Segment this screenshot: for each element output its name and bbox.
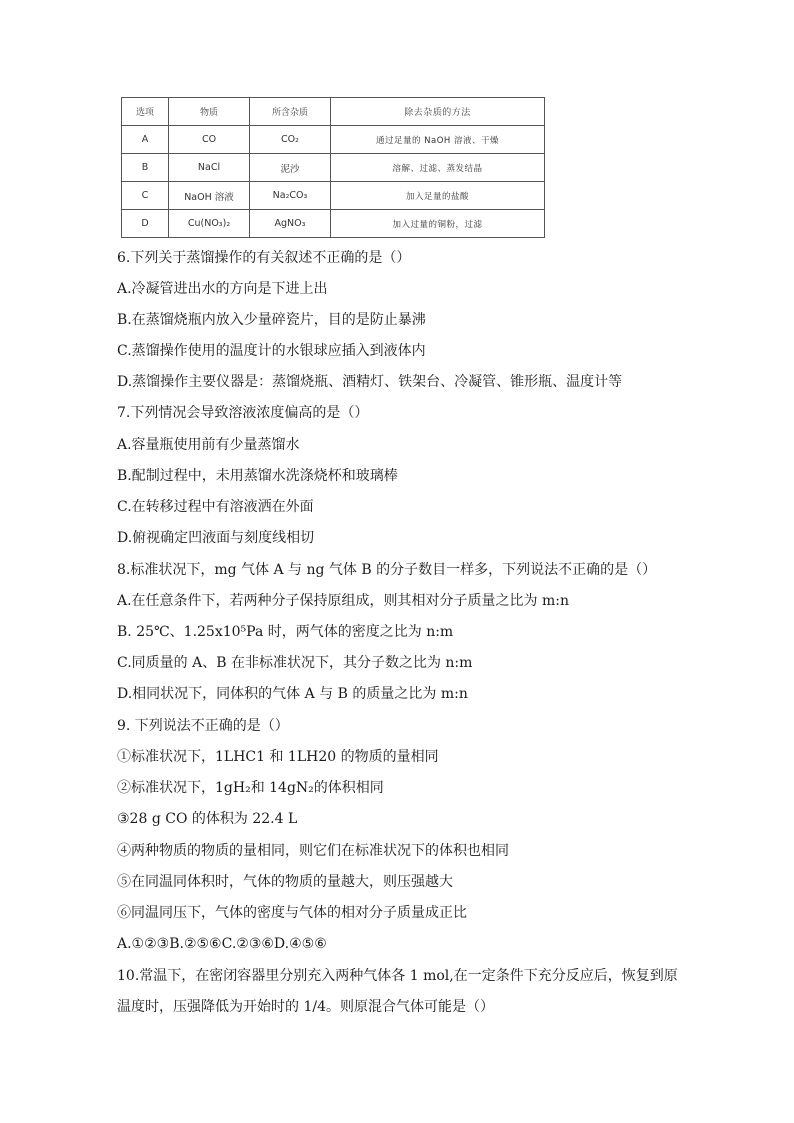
q9-stem: 9. 下列说法不正确的是（） [117, 718, 289, 734]
cell-impurity: Na₂CO₃ [250, 182, 331, 210]
cell-option: C [122, 182, 169, 210]
q9-item-2: ②标准状况下，1gH₂和 14gN₂的体积相同 [117, 780, 384, 796]
cell-option: B [122, 154, 169, 182]
cell-method: 通过足量的 NaOH 溶液、干燥 [331, 126, 545, 154]
table-row [122, 182, 545, 210]
header-impurity: 所含杂质 [250, 98, 331, 126]
q9-item-1: ①标准状况下，1LHC1 和 1LH20 的物质的量相同 [117, 749, 439, 765]
q8-option-c: C.同质量的 A、B 在非标准状况下，其分子数之比为 n:m [117, 655, 473, 671]
q8-option-d: D.相同状况下，同体积的气体 A 与 B 的质量之比为 m:n [117, 686, 468, 702]
cell-method: 加入过量的铜粉，过滤 [331, 210, 545, 238]
q7-option-c: C.在转移过程中有溶液洒在外面 [117, 499, 314, 515]
q9-item-4: ④两种物质的物质的量相同，则它们在标准状况下的体积也相同 [117, 843, 509, 859]
q9-item-5: ⑤在同温同体积时，气体的物质的量越大，则压强越大 [117, 874, 453, 890]
cell-substance: NaCl [169, 154, 250, 182]
q9-item-3: ③28 g CO 的体积为 22.4 L [117, 811, 298, 827]
cell-substance: Cu(NO₃)₂ [169, 210, 250, 238]
q8-stem: 8.标准状况下，mg 气体 A 与 ng 气体 B 的分子数目一样多，下列说法不正确的是（） [117, 562, 657, 578]
q6-option-a: A.冷凝管进出水的方向是下进上出 [117, 281, 328, 297]
cell-substance: CO [169, 126, 250, 154]
table-row [122, 126, 545, 154]
header-option: 选项 [122, 98, 169, 126]
q6-option-c: C.蒸馏操作使用的温度计的水银球应插入到液体内 [117, 343, 426, 359]
cell-option: D [122, 210, 169, 238]
q7-option-d: D.俯视确定凹液面与刻度线相切 [117, 530, 315, 546]
table-header-row [122, 98, 545, 126]
cell-substance: NaOH 溶液 [169, 182, 250, 210]
q10-line-1: 10.常温下，在密闭容器里分别充入两种气体各 1 mol,在一定条件下充分反应后，恢复到原 [117, 968, 678, 984]
q7-option-a: A.容量瓶使用前有少量蒸馏水 [117, 437, 300, 453]
cell-method: 溶解、过滤、蒸发结晶 [331, 154, 545, 182]
impurity-removal-table [121, 97, 545, 238]
q9-choices: A.①②③B.②⑤⑥C.②③⑥D.④⑤⑥ [117, 936, 327, 952]
q8-option-a: A.在任意条件下，若两种分子保持原组成，则其相对分子质量之比为 m:n [117, 593, 570, 609]
cell-impurity: AgNO₃ [250, 210, 331, 238]
q6-stem: 6.下列关于蒸馏操作的有关叙述不正确的是（） [117, 250, 411, 266]
q7-stem: 7.下列情况会导致溶液浓度偏高的是（） [117, 405, 369, 421]
q10-line-2: 温度时，压强降低为开始时的 1/4。则原混合气体可能是（） [117, 999, 494, 1015]
cell-impurity: CO₂ [250, 126, 331, 154]
q6-option-b: B.在蒸馏烧瓶内放入少量碎瓷片，目的是防止暴沸 [117, 312, 426, 328]
header-method: 除去杂质的方法 [331, 98, 545, 126]
table-row [122, 210, 545, 238]
table-row [122, 154, 545, 182]
cell-impurity: 泥沙 [250, 154, 331, 182]
q8-option-b: B. 25℃、1.25x10⁵Pa 时，两气体的密度之比为 n:m [117, 624, 454, 640]
header-substance: 物质 [169, 98, 250, 126]
q7-option-b: B.配制过程中，未用蒸馏水洗涤烧杯和玻璃棒 [117, 468, 398, 484]
q6-option-d: D.蒸馏操作主要仪器是：蒸馏烧瓶、酒精灯、铁架台、冷凝管、锥形瓶、温度计等 [117, 374, 623, 390]
cell-method: 加入足量的盐酸 [331, 182, 545, 210]
cell-option: A [122, 126, 169, 154]
q9-item-6: ⑥同温同压下，气体的密度与气体的相对分子质量成正比 [117, 905, 467, 921]
